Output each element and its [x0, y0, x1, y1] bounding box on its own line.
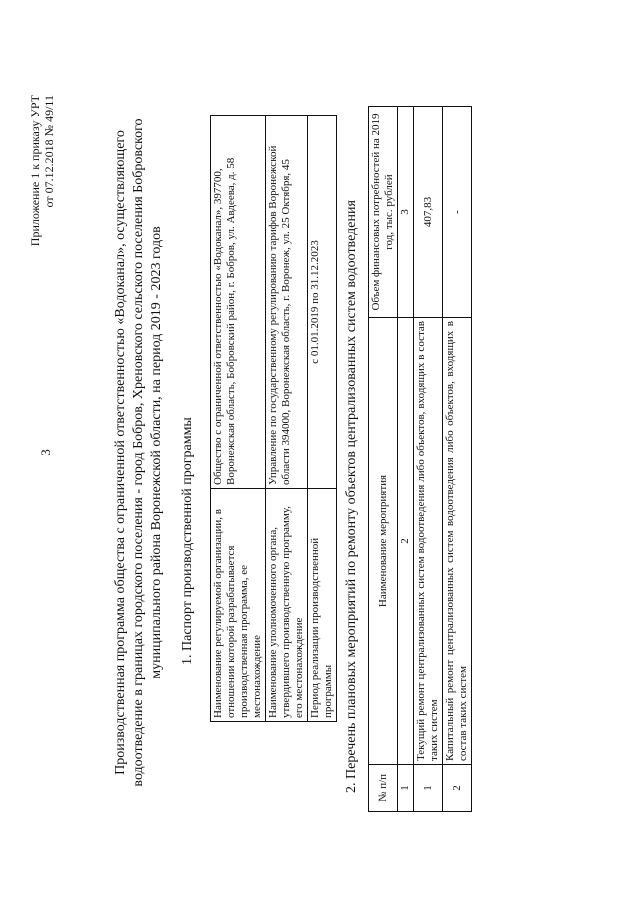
passport-value: с 01.01.2019 по 31.12.2023 — [308, 116, 337, 489]
passport-key: Период реализации производственной программы — [308, 489, 337, 722]
appendix-line-2: от 07.12.2018 № 49/11 — [42, 95, 56, 208]
event-name: Текущий ремонт централизованных систем водоотведения либо объектов, входящих в состав таких систем — [414, 318, 443, 765]
header-event-name: Наименование мероприятия — [369, 318, 398, 765]
column-number: 2 — [398, 318, 414, 765]
passport-table — [210, 115, 337, 722]
passport-value: Общество с ограниченной ответственностью «Водоканал», 397700, Воронежская область, Бобровский район, г. Бобров, ул. Авдеева, д. 58 — [211, 116, 266, 489]
column-number: 3 — [398, 107, 414, 318]
appendix-line-1: Приложение 1 к приказу УРТ — [28, 95, 42, 247]
passport-value: Управление по государственному регулированию тарифов Воронежской области 394000, Воронежская область, г. Воронеж, ул. 25 Октября, 45 — [266, 116, 308, 489]
table-row — [266, 116, 308, 722]
title-line-1: Производственная программа общества с ограниченной ответственностью «Водоканал», осуществляющего — [113, 130, 128, 775]
document-title — [112, 90, 166, 815]
section-1-heading: 1. Паспорт производственной программы — [180, 417, 195, 665]
column-number-row — [398, 107, 414, 812]
header-amount: Объем финансовых потребностей на 2019 год, тыс. рублей — [369, 107, 398, 318]
event-amount: - — [443, 107, 472, 318]
row-number: 2 — [443, 765, 472, 812]
passport-key: Наименование регулируемой организации, в отношении которой разрабатывается производственная программа, ее местонахождение — [211, 489, 266, 722]
row-number: 1 — [414, 765, 443, 812]
table-row — [211, 116, 266, 722]
table-row — [443, 107, 472, 812]
event-name: Капитальный ремонт централизованных систем водоотведения либо объектов, входящих в состав таких систем — [443, 318, 472, 765]
page-number: 3 — [38, 449, 53, 456]
appendix-note — [28, 95, 56, 246]
table-row — [308, 116, 337, 722]
event-amount: 407,83 — [414, 107, 443, 318]
header-number: № п/п — [369, 765, 398, 812]
table-header-row — [369, 107, 398, 812]
section-2-heading: 2. Перечень плановых мероприятий по ремонту объектов централизованных систем водоотведения — [344, 200, 359, 793]
title-line-3: муниципального района Воронежской области, на период 2019 - 2023 годов — [149, 226, 164, 679]
title-line-2: водоотведение в границах городского поселения - город Бобров, Хреновского сельского поселения Бобровского — [131, 118, 146, 787]
column-number: 1 — [398, 765, 414, 812]
table-row — [414, 107, 443, 812]
passport-key: Наименование уполномоченного органа, утвердившего производственную программу, его местонахождение — [266, 489, 308, 722]
events-table — [368, 106, 472, 812]
